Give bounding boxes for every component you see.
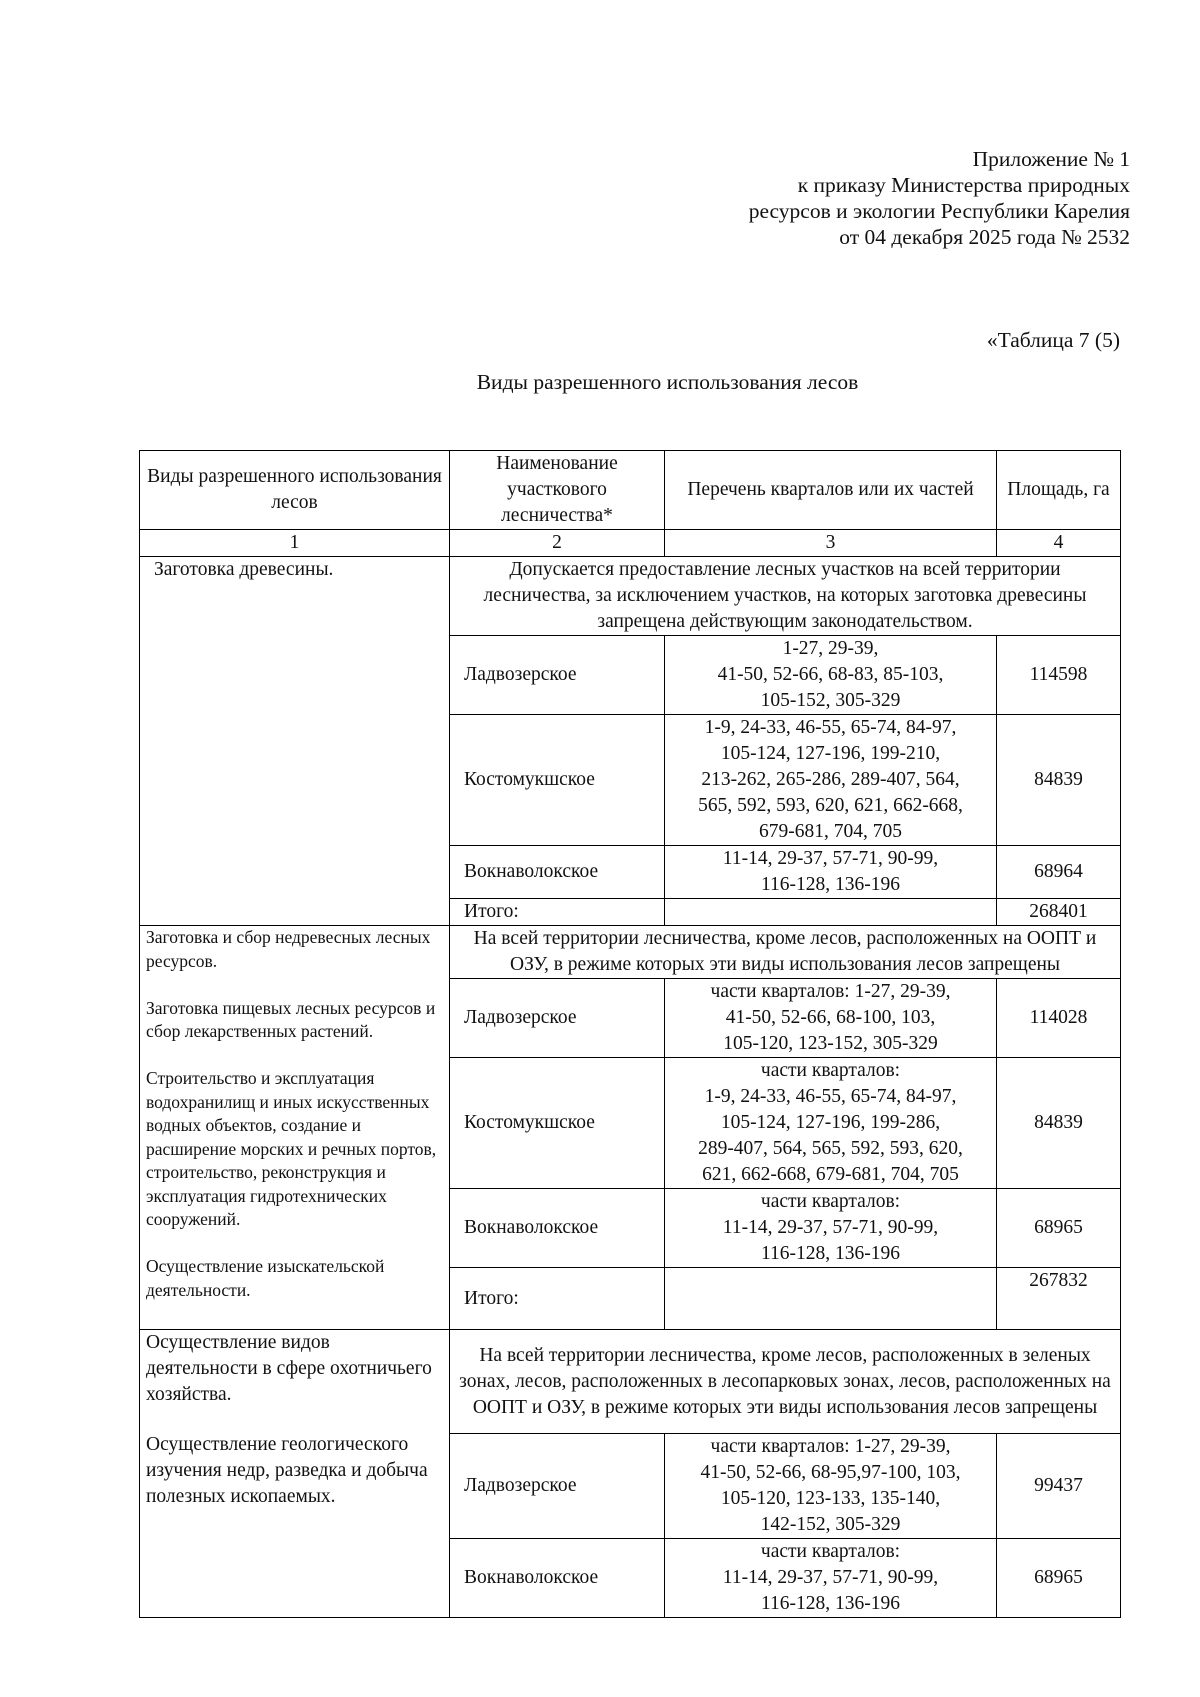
table-row <box>140 557 1121 636</box>
forestry-name: Вокнаволокское <box>450 846 665 899</box>
total-label: Итого: <box>450 1268 665 1330</box>
forestry-name: Вокнаволокское <box>450 1189 665 1268</box>
quarters-list: части кварталов: 1-27, 29-39, 41-50, 52-66, 68-100, 103, 105-120, 123-152, 305-329 <box>665 979 997 1058</box>
table-row <box>140 1330 1121 1434</box>
use-type-item: Строительство и эксплуатация водохранилищ и иных искусственных водных объектов, создание и расширение морских и речных портов, строительство, реконструкция и эксплуатация гидротехнических сооружений. <box>146 1068 437 1229</box>
quarters-list: 1-27, 29-39, 41-50, 52-66, 68-83, 85-103, 105-152, 305-329 <box>665 636 997 715</box>
appendix-date-line: от 04 декабря 2025 года № 2532 <box>839 225 1130 249</box>
use-type-cell <box>140 1330 450 1618</box>
quarters-list: 1-9, 24-33, 46-55, 65-74, 84-97, 105-124, 127-196, 199-210, 213-262, 265-286, 289-407, 564, 565, 592, 593, 620, 621, 662-668, 679-681, 704, 705 <box>665 715 997 846</box>
forestry-name: Костомукшское <box>450 1058 665 1189</box>
header-quarters: Перечень кварталов или их частей <box>665 451 997 530</box>
page-title: Виды разрешенного использования лесов <box>476 370 859 394</box>
area-value: 114598 <box>997 636 1121 715</box>
quarters-list: части кварталов: 1-27, 29-39, 41-50, 52-66, 68-95,97-100, 103, 105-120, 123-133, 135-140, 142-152, 305-329 <box>665 1434 997 1539</box>
territory-note: Допускается предоставление лесных участков на всей территории лесничества, за исключением участков, на которых заготовка древесины запрещена действующим законодательством. <box>450 557 1121 636</box>
use-type-cell <box>140 926 450 1330</box>
area-value: 84839 <box>997 1058 1121 1189</box>
appendix-order-line: к приказу Министерства природных <box>797 173 1130 197</box>
appendix-title: Приложение № 1 <box>972 147 1130 171</box>
area-value: 68965 <box>997 1539 1121 1618</box>
quarters-list: части кварталов: 11-14, 29-37, 57-71, 90-99, 116-128, 136-196 <box>665 1189 997 1268</box>
column-number: 3 <box>665 530 997 557</box>
quarters-list: 11-14, 29-37, 57-71, 90-99, 116-128, 136-196 <box>665 846 997 899</box>
total-label: Итого: <box>450 899 665 926</box>
use-type-item: Осуществление изыскательской деятельности. <box>146 1256 385 1300</box>
table-header-row <box>140 451 1121 530</box>
territory-note: На всей территории лесничества, кроме лесов, расположенных на ООПТ и ОЗУ, в режиме которых эти виды использования лесов запрещены <box>450 926 1121 979</box>
column-number: 1 <box>140 530 450 557</box>
area-value: 68965 <box>997 1189 1121 1268</box>
column-number: 2 <box>450 530 665 557</box>
area-value: 114028 <box>997 979 1121 1058</box>
empty-cell <box>665 899 997 926</box>
use-type-cell: Заготовка древесины. <box>140 557 450 926</box>
area-value: 99437 <box>997 1434 1121 1539</box>
area-value: 84839 <box>997 715 1121 846</box>
use-type-item: Заготовка пищевых лесных ресурсов и сбор лекарственных растений. <box>146 997 436 1041</box>
forestry-name: Костомукшское <box>450 715 665 846</box>
total-area: 268401 <box>997 899 1121 926</box>
column-number: 4 <box>997 530 1121 557</box>
forestry-name: Ладвозерское <box>450 636 665 715</box>
forestry-name: Вокнаволокское <box>450 1539 665 1618</box>
use-type-item: Осуществление геологического изучения недр, разведка и добыча полезных ископаемых. <box>146 1433 428 1507</box>
forest-use-table <box>139 450 1121 1618</box>
forestry-name: Ладвозерское <box>450 1434 665 1539</box>
quarters-list: части кварталов: 11-14, 29-37, 57-71, 90-99, 116-128, 136-196 <box>665 1539 997 1618</box>
use-type-item: Заготовка и сбор недревесных лесных ресурсов. <box>146 927 431 971</box>
total-area: 267832 <box>997 1268 1121 1330</box>
use-type-item: Осуществление видов деятельности в сфере охотничьего хозяйства. <box>146 1332 432 1405</box>
quarters-list: части кварталов: 1-9, 24-33, 46-55, 65-74, 84-97, 105-124, 127-196, 199-286, 289-407, 564, 565, 592, 593, 620, 621, 662-668, 679-681, 704, 705 <box>665 1058 997 1189</box>
forestry-name: Ладвозерское <box>450 979 665 1058</box>
table-number: «Таблица 7 (5) <box>986 328 1120 352</box>
table-row <box>140 926 1121 979</box>
column-number-row <box>140 530 1121 557</box>
empty-cell <box>665 1268 997 1330</box>
appendix-ministry-line: ресурсов и экологии Республики Карелия <box>748 199 1130 223</box>
header-forestry-name: Наименование участкового лесничества* <box>450 451 665 530</box>
territory-note: На всей территории лесничества, кроме лесов, расположенных в зеленых зонах, лесов, расположенных в лесопарковых зонах, лесов, расположенных на ООПТ и ОЗУ, в режиме которых эти виды использования лесов запрещены <box>450 1330 1121 1434</box>
header-area: Площадь, га <box>997 451 1121 530</box>
header-use-type: Виды разрешенного использования лесов <box>140 451 450 530</box>
area-value: 68964 <box>997 846 1121 899</box>
appendix-header <box>749 146 1130 250</box>
